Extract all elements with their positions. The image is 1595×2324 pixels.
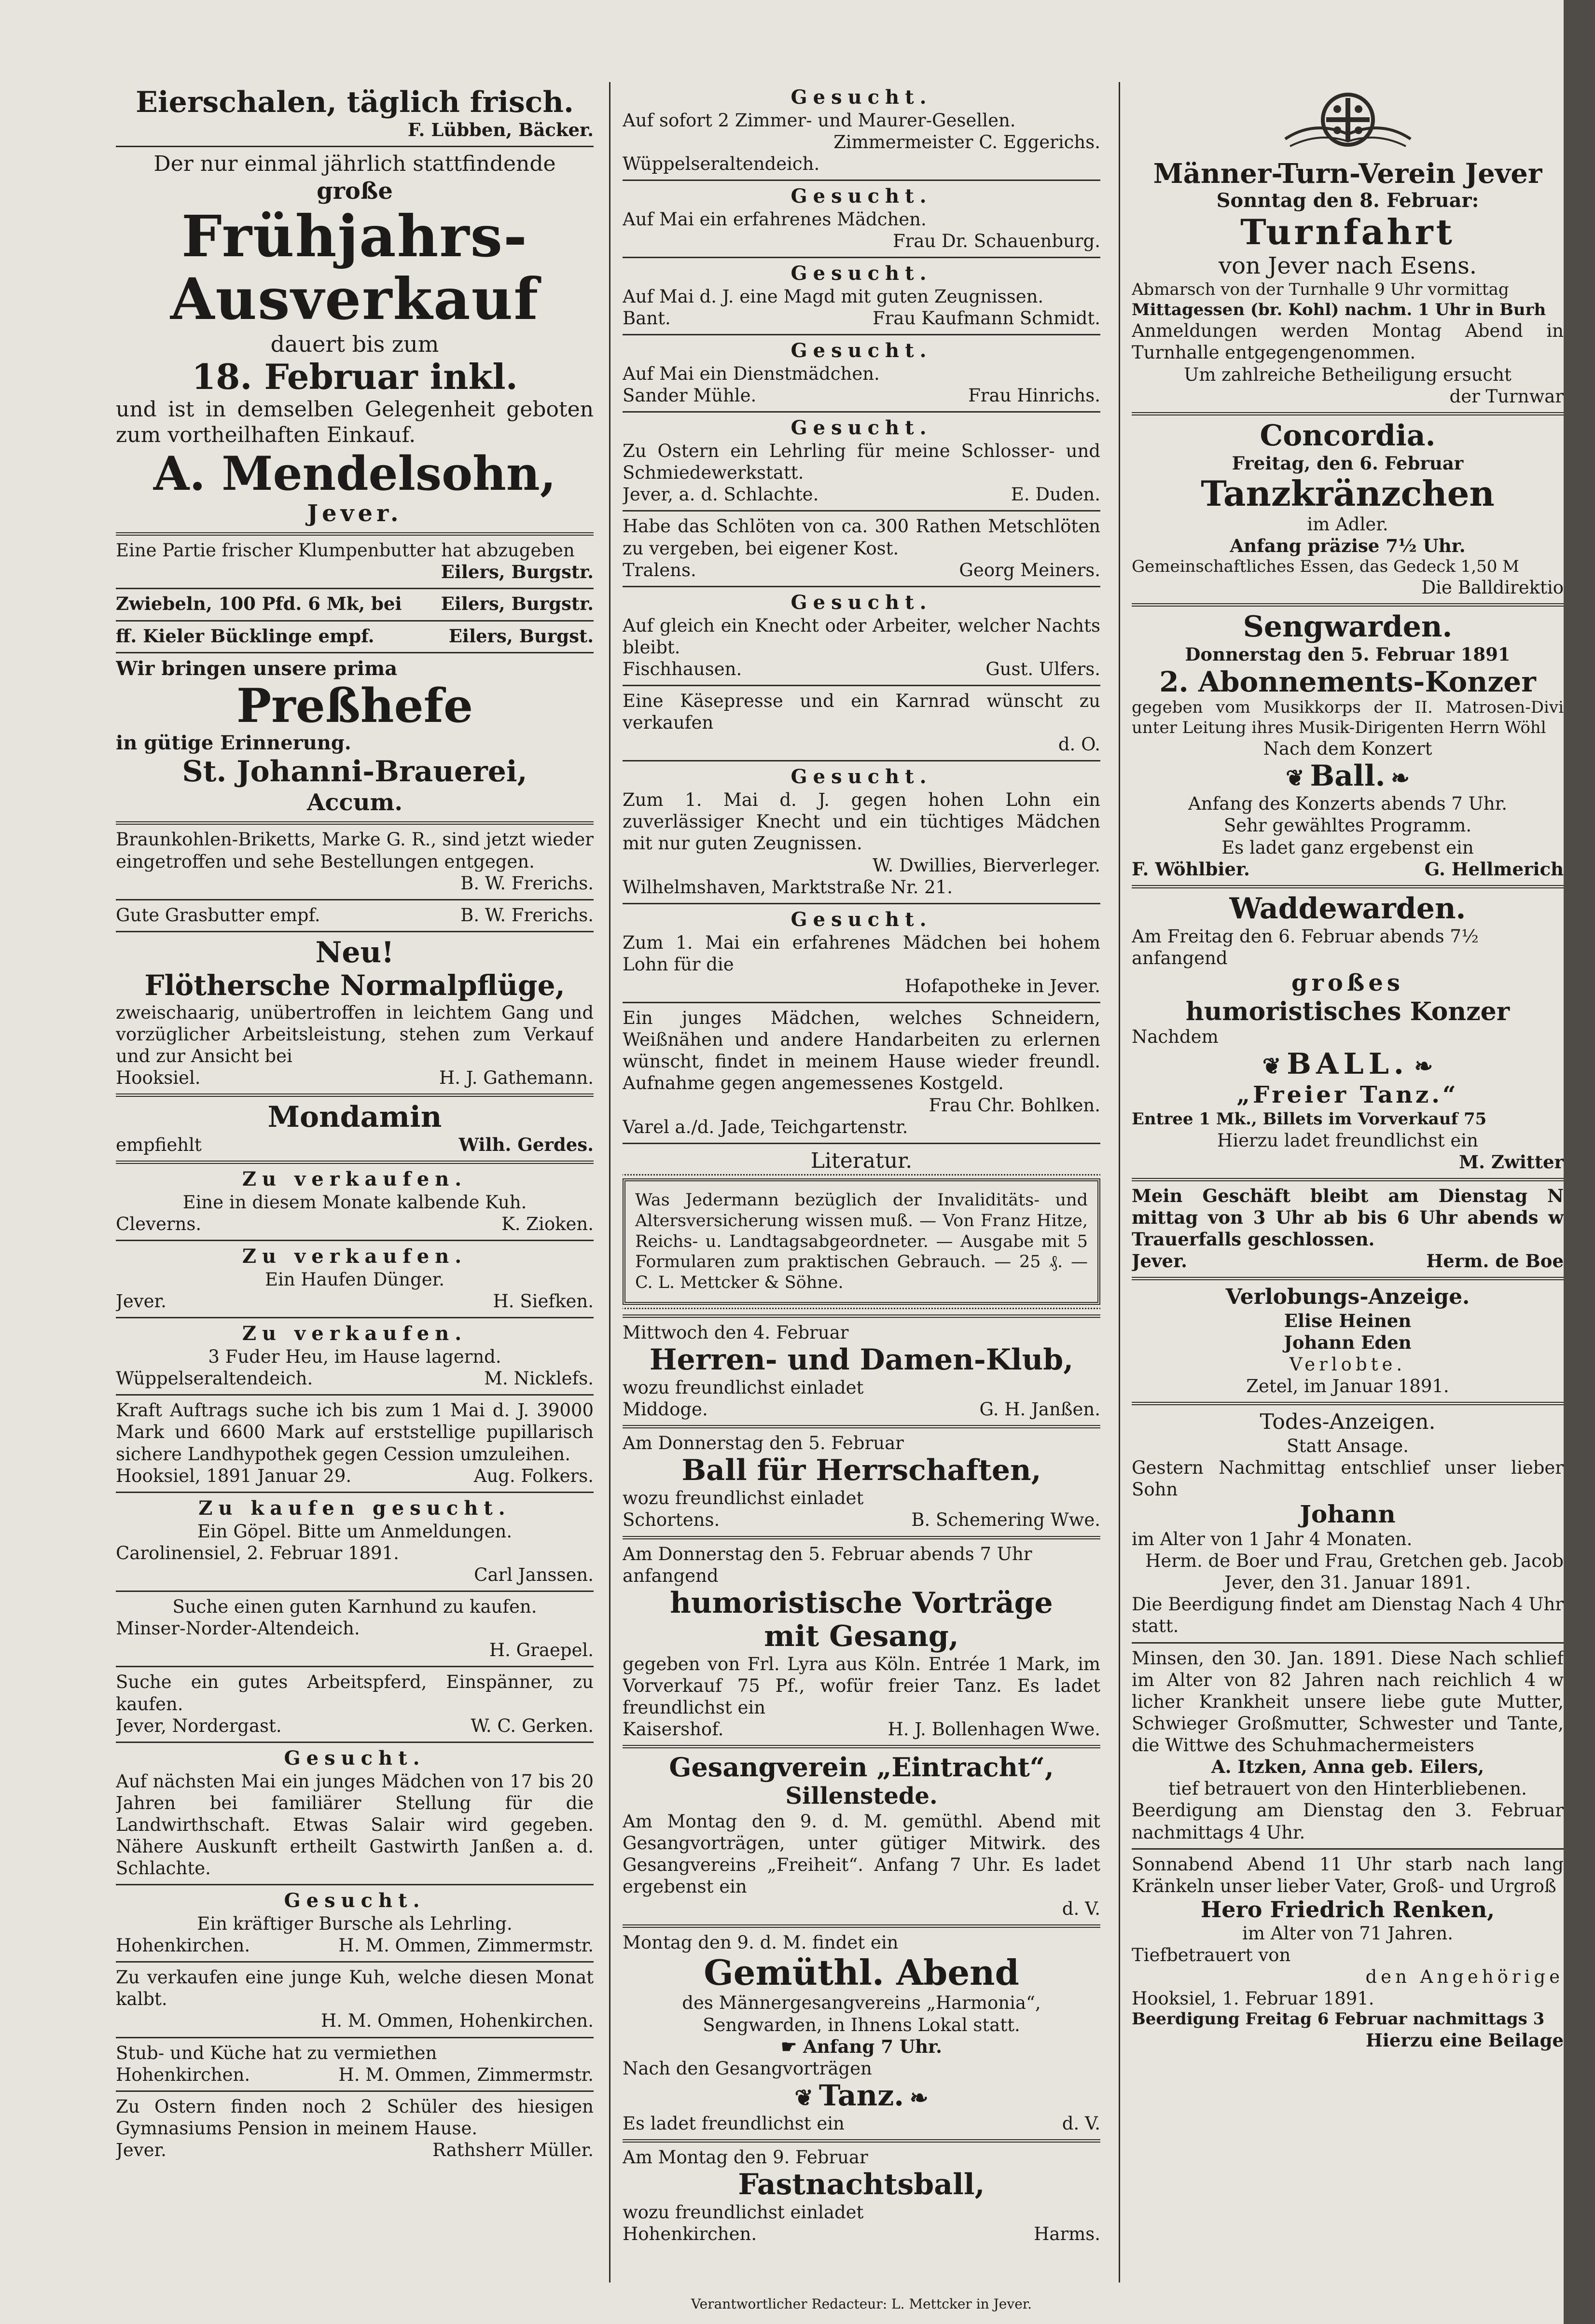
ad-signature: Aug. Folkers.: [473, 1465, 594, 1486]
ad-gemuethl-abend: [623, 1928, 1100, 2143]
ad-headline: humoristisches Konzer: [1185, 996, 1510, 1026]
ad-name: Johann: [1300, 1500, 1396, 1529]
ad-headline: Eierschalen, täglich frisch.: [136, 85, 574, 119]
ad-signature: K. Zioken.: [501, 1214, 594, 1235]
ad-place: Wüppelseraltendeich.: [116, 1368, 313, 1389]
column-rule: [1119, 82, 1120, 2282]
ad-text: Ein Haufen Dünger.: [264, 1269, 445, 1290]
ad-signature: H. M. Ommen, Zimmermstr.: [338, 2064, 594, 2085]
ad-place: Wilhelmshaven, Marktstraße Nr. 21.: [623, 876, 953, 898]
editor-imprint: Verantwortlicher Redacteur: L. Mettcker in Jever.: [691, 2296, 1032, 2312]
ad-kaesepresse: [623, 686, 1100, 761]
ad-verkaufen-heu: [116, 1318, 594, 1396]
ad-firm: St. Johanni-Brauerei,: [182, 754, 527, 788]
ad-signature: G. H. Janßen.: [979, 1399, 1100, 1420]
ad-gesucht-dienstmaedchen: [623, 335, 1100, 413]
ad-date: Montag den 9. d. M. findet ein: [623, 1932, 899, 1953]
flourish-left-icon: ❦: [1262, 1053, 1281, 1079]
ad-signature: Wilh. Gerdes.: [458, 1134, 594, 1156]
ad-heading: Zu kaufen gesucht.: [198, 1496, 511, 1520]
ad-text: Anfang des Konzerts abends 7 Uhr.: [1188, 793, 1507, 815]
ad-text: Gemeinschaftliches Essen, das Gedeck 1,50 M: [1132, 556, 1519, 576]
ad-signature: d. V.: [1062, 2113, 1100, 2134]
ad-signature: Hofapotheke in Jever.: [904, 975, 1100, 996]
ad-text: von Jever nach Esens.: [1218, 252, 1477, 279]
ad-text: Wir bringen unsere prima: [116, 657, 398, 680]
ad-humoristische-vortraege: [623, 1539, 1100, 1749]
ad-signature: Eilers, Burgstr.: [441, 593, 594, 615]
ad-signature: B. Schemering Wwe.: [911, 1509, 1100, 1531]
ad-text: Statt Ansage.: [1287, 1436, 1409, 1457]
ad-text: Auf sofort 2 Zimmer- und Maurer-Gesellen.: [623, 110, 1016, 131]
ad-verlobungs-anzeige: [1132, 1280, 1564, 1405]
ad-text: Um zahlreiche Betheiligung ersucht: [1184, 364, 1512, 385]
ad-place: Fischhausen.: [623, 658, 742, 679]
ad-place: Accum.: [306, 788, 403, 816]
ad-signature: F. Wöhlbier.: [1132, 858, 1250, 880]
ad-signature: Eilers, Burgst.: [448, 625, 594, 647]
ad-text: Es ladet ganz ergebenst ein: [1221, 837, 1474, 858]
ad-text: wozu freundlichst einladet: [623, 1377, 864, 1398]
ad-text: Nach dem Konzert: [1263, 738, 1432, 760]
ad-heading: Gesucht.: [791, 765, 932, 788]
ad-place: Jever, Nordergast.: [116, 1715, 282, 1736]
ad-text: Zu verkaufen eine junge Kuh, welche diesen Monat kalbt.: [116, 1967, 594, 2010]
ad-text: dauert bis zum: [270, 331, 439, 357]
flourish-right-icon: ❧: [909, 2084, 929, 2111]
ad-text: Zwiebeln, 100 Pfd. 6 Mk, bei: [116, 593, 402, 615]
ad-headline: humoristische Vorträge: [670, 1586, 1053, 1620]
ad-signature: Herm. de Boe: [1426, 1250, 1564, 1272]
ad-name: Elise Heinen: [1284, 1310, 1412, 1331]
ad-place: Kaisershof.: [623, 1719, 724, 1740]
ad-signature: den Angehörige: [1365, 1966, 1564, 1988]
ad-heading: Gesucht.: [791, 185, 932, 208]
column-left: [116, 82, 594, 2282]
ad-gesucht-knecht: [623, 587, 1100, 686]
ad-name: A. Itzken, Anna geb. Eilers,: [1211, 1756, 1484, 1778]
ad-place: Minser-Norder-Altendeich.: [116, 1618, 360, 1639]
ad-text: Die Beerdigung findet am Dienstag Nach 4 Uhr statt.: [1132, 1594, 1564, 1637]
ad-signature: Frau Hinrichs.: [968, 385, 1100, 406]
column-rule: [609, 82, 610, 2282]
ad-place: Zetel, im Januar 1891.: [1246, 1376, 1449, 1397]
ad-heading: Gesucht.: [791, 591, 932, 614]
ad-heading: Zu verkaufen.: [242, 1322, 468, 1345]
ad-signature: M. Nicklefs.: [484, 1368, 594, 1389]
ad-text: Eine Käsepresse und ein Karnrad wünscht zu verkaufen: [623, 691, 1100, 733]
ad-text: Beerdigung am Dienstag den 3. Februar nachmittags 4 Uhr.: [1132, 1800, 1564, 1843]
ad-text: des Männergesangvereins „Harmonia“, Sengwarden, in Ihnens Lokal statt.: [682, 1992, 1041, 2035]
ad-text: Zum 1. Mai d. J. gegen hohen Lohn ein zuverlässiger Knecht und ein tüchtiges Mädchen mit nur guten Zeugnissen.: [623, 789, 1100, 854]
ad-date: 18. Februar inkl.: [192, 356, 518, 398]
ad-signature: Rathsherr Müller.: [432, 2140, 594, 2161]
ad-stube-kueche: [116, 2038, 594, 2092]
ad-text: Hierzu ladet freundlichst ein: [1217, 1130, 1478, 1151]
ad-gesucht-magd: [623, 258, 1100, 335]
ad-text: Sehr gewähltes Programm.: [1223, 815, 1472, 836]
ad-text: Zu Ostern finden noch 2 Schüler des hiesigen Gymnasiums Pension in meinem Hause.: [116, 2096, 594, 2139]
ad-text: und ist in demselben Gelegenheit geboten zum vortheilhaften Einkauf.: [116, 397, 594, 448]
ad-signature: H. J. Bollenhagen Wwe.: [888, 1719, 1100, 1740]
ad-pension: [116, 2092, 594, 2166]
ad-headline: Ball für Herrschaften,: [681, 1453, 1041, 1488]
ad-text: Eine in diesem Monate kalbende Kuh.: [182, 1192, 527, 1213]
ad-signature: H. Siefken.: [493, 1291, 594, 1312]
ad-signature: Frau Chr. Bohlken.: [929, 1094, 1100, 1116]
ad-text: im Alter von 71 Jahren.: [1242, 1923, 1453, 1944]
ad-mondamin: [116, 1097, 594, 1164]
ad-text: Ein kräftiger Bursche als Lehrling.: [197, 1913, 513, 1934]
ad-headline: Herren- und Damen-Klub,: [649, 1342, 1074, 1377]
ad-text: wozu freundlichst einladet: [623, 2202, 864, 2223]
ad-heading: Gesucht.: [284, 1889, 426, 1912]
ad-geschaeft-geschlossen: [1132, 1181, 1564, 1281]
ad-headline: Gemüthl. Abend: [704, 1951, 1019, 1993]
ad-date: Am Donnerstag den 5. Februar: [623, 1433, 904, 1454]
ad-headline: Ball.: [1310, 759, 1386, 793]
ad-headline: Flöthersche Normalpflüge,: [144, 968, 565, 1002]
ad-text: Minsen, den 30. Jan. 1891. Diese Nach schlief im Alter von 82 Jahren nach reichlich 4 w licher Krankheit unsere liebe gute Mutter, Schwieger Großmutter, Schwester und Tante, die Wittwe des Schuhmachermeisters: [1132, 1647, 1564, 1756]
ad-text: Entree 1 Mk., Billets im Vorverkauf 75: [1132, 1109, 1487, 1129]
ad-text: ff. Kieler Bücklinge empf.: [116, 625, 374, 647]
ad-text: Suche ein gutes Arbeitspferd, Einspänner, zu kaufen.: [116, 1672, 594, 1715]
ad-todes-itzken: [1132, 1644, 1564, 1850]
ad-place: Sillenstede.: [785, 1783, 938, 1810]
ad-place: Jever.: [116, 2140, 166, 2161]
ad-normalpfluege: [116, 932, 594, 1097]
ad-text: Tiefbetrauert von: [1132, 1944, 1291, 1965]
ad-ball-herrschaften: [623, 1428, 1100, 1539]
ad-junge-kuh: [116, 1963, 594, 2038]
ad-name: Johann Eden: [1284, 1332, 1412, 1354]
ad-text: „Freier Tanz.“: [1236, 1081, 1459, 1109]
ad-gesucht-gesellen: [623, 82, 1100, 181]
section-title: Literatur.: [810, 1148, 913, 1173]
ad-signature: E. Duden.: [1011, 484, 1100, 505]
ad-place: Hooksiel, 1891 Januar 29.: [116, 1465, 352, 1486]
ad-text: Auf Mai d. J. eine Magd mit guten Zeugnissen.: [623, 286, 1044, 307]
ad-grasbutter: [116, 900, 594, 932]
ad-text: Gute Grasbutter empf.: [116, 904, 320, 926]
column-right: [1132, 82, 1564, 2282]
ad-signature: d. V.: [1062, 1898, 1100, 1919]
ad-intro: Der nur einmal jährlich stattfindende: [153, 152, 556, 177]
ad-place: Hooksiel.: [116, 1067, 201, 1088]
ad-signature: G. Hellmerich: [1424, 858, 1564, 880]
ad-signature: der Turnwar: [1449, 386, 1564, 407]
ad-text: empfiehlt: [116, 1134, 202, 1156]
ad-signature: W. C. Gerken.: [471, 1715, 594, 1736]
ad-text: Am Montag den 9. d. M. gemüthl. Abend mit Gesangvorträgen, unter gütiger Mitwirk. des Gesangvereins „Freiheit“. Anfang 7 Uhr. Es ladet ergebenst ein: [623, 1811, 1100, 1897]
ad-text: Gestern Nachmittag entschlief unser lieber Sohn: [1132, 1457, 1564, 1500]
pointing-hand-icon: ☛: [781, 2035, 804, 2057]
ad-signature: Frau Dr. Schauenburg.: [893, 231, 1100, 252]
ad-sengwarden-konzert: [1132, 607, 1564, 888]
ad-gesangverein-eintracht: [623, 1748, 1100, 1927]
ad-headline: Ausverkauf: [170, 265, 540, 333]
ad-text: gegeben von Frl. Lyra aus Köln. Entrée 1 Mark, im Vorverkauf 75 Pf., wofür freier Tanz. Es ladet freundlichst ein: [623, 1653, 1100, 1718]
ad-gesucht-hofapotheke: [623, 904, 1100, 1003]
ad-gesucht-maedchen: [116, 1743, 594, 1885]
ad-text: Sonnabend Abend 11 Uhr starb nach lang Kränkeln unser lieber Vater, Groß- und Urgroß: [1132, 1854, 1564, 1896]
ad-goepel: [116, 1493, 594, 1592]
ad-date: Am Freitag den 6. Februar abends 7½ anfangend: [1132, 926, 1479, 968]
ad-date: Donnerstag den 5. Februar 1891: [1185, 644, 1511, 665]
ad-text: im Alter von 1 Jahr 4 Monaten.: [1132, 1528, 1413, 1549]
ad-signature: Eilers, Burgstr.: [441, 561, 594, 583]
ad-date: Freitag, den 6. Februar: [1232, 452, 1464, 474]
ad-signature: B. W. Frerichs.: [460, 904, 594, 926]
ad-text: Nachdem: [1132, 1026, 1219, 1048]
ad-place: Hohenkirchen.: [623, 2224, 757, 2245]
ad-time: ☛ Anfang 7 Uhr.: [781, 2035, 942, 2057]
ad-text: in gütige Erinnerung.: [116, 732, 351, 755]
ad-verkaufen-duenger: [116, 1241, 594, 1318]
ad-presshefe: [116, 653, 594, 825]
ad-headline: Sengwarden.: [1243, 610, 1453, 644]
ad-signature: Georg Meiners.: [959, 559, 1100, 581]
ad-name: Hero Friedrich Renken,: [1200, 1896, 1495, 1923]
ad-briketts: [116, 825, 594, 900]
ad-signature: Gust. Ulfers.: [985, 658, 1100, 679]
ad-headline: BALL.: [1287, 1047, 1409, 1081]
ad-text: Habe das Schlöten von ca. 300 Rathen Metschlöten zu vergeben, bei eigener Kost.: [623, 516, 1100, 559]
ad-signature: M. Zwitter: [1459, 1151, 1564, 1173]
ad-text: wozu freundlichst einladet: [623, 1488, 864, 1509]
ad-text: Ein junges Mädchen, welches Schneidern, Weißnähen und andere Handarbeiten zu erlernen wünscht, findet in meinem Hause wieder freundl. Aufnahme gegen angemessenes Kostgeld.: [623, 1008, 1100, 1094]
ad-arbeitspferd: [116, 1667, 594, 1743]
ad-text: Beerdigung Freitag 6 Februar nachmittags 3: [1132, 2009, 1545, 2029]
ad-verkaufen-kuh: [116, 1164, 594, 1241]
ad-eierschalen: [116, 82, 594, 147]
ad-headline: Fastnachtsball,: [738, 2168, 985, 2202]
ad-place: Cleverns.: [116, 1214, 202, 1235]
ad-signature: Herm. de Boer und Frau, Gretchen geb. Jacob: [1145, 1550, 1564, 1572]
ad-headline: Mondamin: [267, 1100, 442, 1134]
ad-fruehjahrs-ausverkauf: [116, 147, 594, 536]
ad-concordia: [1132, 415, 1564, 607]
ad-heading: Gesucht.: [791, 262, 932, 285]
ad-headline: Waddewarden.: [1229, 891, 1466, 926]
ad-place: Wüppelseraltendeich.: [623, 153, 820, 175]
ad-gesucht-schlosser: [623, 413, 1100, 512]
flourish-left-icon: ❦: [1286, 765, 1304, 791]
section-title: Todes-Anzeigen.: [1260, 1410, 1436, 1435]
ad-headline: 2. Abonnements-Konzer: [1159, 665, 1536, 698]
ad-text: Ein Göpel. Bitte um Anmeldungen.: [197, 1521, 513, 1542]
flourish-right-icon: ❧: [1414, 1053, 1433, 1079]
literatur-notice-box: Was Jedermann bezüglich der Invaliditäts- und Altersversicherung wissen muß. — Von Franz Hitze, Reichs- u. Landtagsabgeordneter. — Ausgabe mit 5 Formularen zum praktischen Gebrauch. — 25 ₰. — C. L. Mettcker & Söhne.: [623, 1178, 1100, 1304]
ad-text: Suche einen guten Karnhund zu kaufen.: [172, 1596, 537, 1618]
ad-place: Jever.: [307, 499, 402, 527]
ad-place: Tralens.: [623, 559, 696, 581]
ad-text: zweischaarig, unübertroffen in leichtem Gang und vorzüglicher Arbeitsleistung, stehen zum Verkauf und zur Ansicht bei: [116, 1002, 594, 1066]
ad-todes-renken: [1132, 1850, 1564, 2056]
ad-schneidern: [623, 1003, 1100, 1144]
ad-time: Anfang präzise 7½ Uhr.: [1230, 535, 1466, 556]
ad-text: Verlobte.: [1289, 1354, 1406, 1375]
ad-headline: Männer-Turn-Verein Jever: [1153, 158, 1542, 190]
ad-headline: Concordia.: [1260, 418, 1436, 453]
ad-signature: F. Lübben, Bäcker.: [407, 119, 594, 140]
ad-gesucht-lehrling: [116, 1885, 594, 1963]
ad-text: Zum 1. Mai ein erfahrenes Mädchen bei hohem Lohn für die: [623, 932, 1100, 975]
ad-place: Jever.: [1132, 1250, 1188, 1272]
turnverein-emblem-icon: [1276, 86, 1420, 158]
ad-place: Jever, den 31. Januar 1891.: [1224, 1572, 1471, 1593]
ad-signature: H. M. Ommen, Zimmermstr.: [338, 1935, 594, 1956]
ad-signature: B. W. Frerichs.: [460, 872, 594, 894]
ad-place: Hohenkirchen.: [116, 2064, 250, 2085]
ad-heading: Gesucht.: [791, 416, 932, 440]
ad-place: im Adler.: [1307, 513, 1388, 535]
ad-heading: Gesucht.: [791, 339, 932, 362]
ad-maenner-turn-verein: [1132, 82, 1564, 415]
ad-headline: Tanzkränzchen: [1201, 472, 1495, 514]
ad-text: Auf nächsten Mai ein junges Mädchen von 17 bis 20 Jahren bei familiärer Stellung für die Landwirthschaft. Etwas Salair wird gegeben. Nähere Auskunft ertheilt Gastwirth Janßen a. d. Schlachte.: [116, 1771, 594, 1879]
ad-text: 3 Fuder Heu, im Hause lagernd.: [208, 1346, 501, 1368]
ad-place: Carolinensiel, 2. Februar 1891.: [116, 1542, 399, 1563]
flourish-right-icon: ❧: [1391, 765, 1410, 791]
ad-herren-damen-klub: [623, 1318, 1100, 1428]
ad-signature: H. M. Ommen, Hohenkirchen.: [320, 2010, 594, 2032]
ad-fastnachtsball: [623, 2143, 1100, 2250]
ad-text: große: [317, 177, 393, 205]
ad-karnhund: [116, 1592, 594, 1667]
ad-heading: Gesucht.: [791, 86, 932, 109]
beilage-notice: Hierzu eine Beilage: [1365, 2029, 1564, 2051]
ad-place: Hooksiel, 1. Februar 1891.: [1132, 1988, 1374, 2009]
ad-firm: A. Mendelsohn,: [153, 446, 556, 501]
ad-headline: Neu!: [315, 935, 394, 969]
ad-gesucht-erfahrenes: [623, 181, 1100, 258]
ad-date: Am Donnerstag den 5. Februar abends 7 Uhr anfangend: [623, 1543, 1032, 1586]
ad-heading: Gesucht.: [791, 908, 932, 931]
ad-date: Mittwoch den 4. Februar: [623, 1322, 849, 1343]
section-literatur: [623, 1144, 1100, 1318]
ad-heading: Gesucht.: [284, 1746, 426, 1770]
ad-headline: Turnfahrt: [1240, 211, 1455, 253]
page-edge-shadow: [1564, 0, 1595, 2324]
ad-text: Kraft Auftrags suche ich bis zum 1 Mai d. J. 39000 Mark und 6600 Mark auf erststellige pupillarisch sichere Landhypothek gegen Cession umzuleihen.: [116, 1400, 594, 1465]
ad-text: gegeben vom Musikkorps der II. Matrosen-Divi unter Leitung ihres Musik-Dirigenten Herrn Wöhl: [1132, 698, 1564, 737]
ad-text: Mein Geschäft bleibt am Dienstag N mittag von 3 Uhr ab bis 6 Uhr abends w Trauerfalls geschlossen.: [1132, 1185, 1564, 1250]
ad-signature: H. Graepel.: [489, 1640, 594, 1661]
ad-text: tief betrauert von den Hinterbliebenen.: [1168, 1778, 1527, 1799]
ad-text: Auf Mai ein Dienstmädchen.: [623, 363, 880, 385]
ad-place: Jever.: [116, 1291, 166, 1312]
flourish-left-icon: ❦: [794, 2084, 814, 2111]
ad-signature: Zimmermeister C. Eggerichs.: [833, 131, 1100, 152]
ad-text: Braunkohlen-Briketts, Marke G. R., sind jetzt wieder eingetroffen und sehe Bestellungen entgegen.: [116, 829, 594, 872]
ad-text: Es ladet freundlichst ein: [623, 2113, 845, 2134]
ad-signature: d. O.: [1058, 734, 1100, 755]
ad-signature: H. J. Gathemann.: [439, 1067, 594, 1088]
ad-text: Eine Partie frischer Klumpenbutter hat abzugeben: [116, 540, 575, 561]
ad-text: Mittagessen (br. Kohl) nachm. 1 Uhr in Burh: [1132, 300, 1546, 319]
ad-place: Sander Mühle.: [623, 385, 757, 406]
ad-text: Nach den Gesangvorträgen: [623, 2058, 872, 2079]
ad-date: Sonntag den 8. Februar:: [1216, 189, 1479, 212]
ad-date: Am Montag den 9. Februar: [623, 2147, 868, 2168]
ad-place: Hohenkirchen.: [116, 1935, 250, 1956]
ad-waddewarden-konzert: [1132, 888, 1564, 1181]
ad-text: Stub- und Küche hat zu vermiethen: [116, 2042, 437, 2063]
ad-heading: Zu verkaufen.: [242, 1168, 468, 1191]
column-middle: [623, 82, 1100, 2282]
ad-schloeten: [623, 512, 1100, 587]
ad-todes-anzeigen-johann: [1132, 1405, 1564, 1643]
ad-signature: Harms.: [1034, 2224, 1100, 2245]
ad-signature: Carl Janssen.: [474, 1564, 594, 1585]
ad-zwiebeln: [116, 589, 594, 621]
ad-klumpenbutter: [116, 536, 594, 589]
ad-headline: Verlobungs-Anzeige.: [1225, 1285, 1470, 1310]
ad-headline: Frühjahrs-: [181, 203, 528, 270]
ad-place: Varel a./d. Jade, Teichgartenstr.: [623, 1116, 908, 1137]
ad-signature: W. Dwillies, Bierverleger.: [873, 855, 1100, 876]
ad-text: Anmeldungen werden Montag Abend in Turnhalle entgegengenommen.: [1132, 320, 1564, 363]
ad-buecklinge: [116, 622, 594, 653]
ad-place: Middoge.: [623, 1399, 708, 1420]
ad-heading: Zu verkaufen.: [242, 1245, 468, 1268]
ad-headline: Tanz.: [818, 2078, 904, 2113]
ad-headline: mit Gesang,: [764, 1619, 959, 1653]
ad-hypothek: [116, 1396, 594, 1493]
ad-gesucht-dwillies: [623, 761, 1100, 904]
ad-text: Auf gleich ein Knecht oder Arbeiter, welcher Nachts bleibt.: [623, 615, 1100, 658]
ad-place: Jever, a. d. Schlachte.: [623, 484, 819, 505]
ad-text: Auf Mai ein erfahrenes Mädchen.: [623, 208, 927, 230]
ad-text: großes: [1291, 969, 1404, 997]
ad-place: Schortens.: [623, 1509, 720, 1531]
ad-signature: Die Balldirektio: [1421, 577, 1564, 598]
ad-headline: Preßhefe: [236, 678, 473, 733]
ad-text: Zu Ostern ein Lehrling für meine Schlosser- und Schmiedewerkstatt.: [623, 441, 1100, 484]
ad-signature: Frau Kaufmann Schmidt.: [873, 308, 1100, 329]
ad-text: Abmarsch von der Turnhalle 9 Uhr vormittag: [1132, 280, 1509, 300]
ad-headline: Gesangverein „Eintracht“,: [669, 1752, 1054, 1783]
ad-place: Bant.: [623, 308, 671, 329]
